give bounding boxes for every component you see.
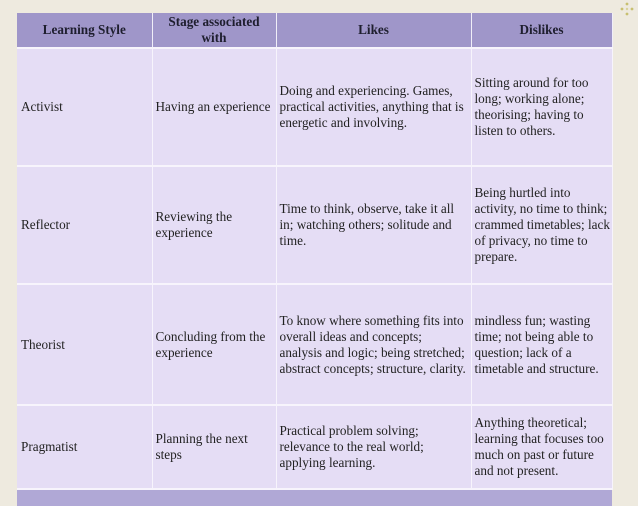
cell-dislikes: mindless fun; wasting time; not being able to question; lack of a timetable and structure.	[471, 284, 612, 405]
cell-stage: Reviewing the experience	[152, 166, 276, 284]
diamond-dots-icon	[620, 2, 634, 16]
header-dislikes: Dislikes	[471, 13, 612, 48]
cell-dislikes: Being hurtled into activity, no time to think; crammed timetables; lack of privacy, no time to prepare.	[471, 166, 612, 284]
cell-style: Activist	[17, 48, 152, 166]
cell-dislikes: Anything theoretical; learning that focuses too much on past or future and not present.	[471, 405, 612, 489]
cell-dislikes: Sitting around for too long; working alone; theorising; having to listen to others.	[471, 48, 612, 166]
table-row	[17, 48, 612, 166]
header-likes: Likes	[276, 13, 471, 48]
table-row	[17, 405, 612, 489]
cell-stage: Having an experience	[152, 48, 276, 166]
cell-style: Reflector	[17, 166, 152, 284]
learning-styles-table	[17, 13, 613, 506]
table-row	[17, 284, 612, 405]
cell-likes: Practical problem solving; relevance to the real world; applying learning.	[276, 405, 471, 489]
cell-style: Theorist	[17, 284, 152, 405]
table-footer-band	[17, 489, 612, 506]
cell-style: Pragmatist	[17, 405, 152, 489]
cell-likes: Doing and experiencing. Games, practical activities, anything that is energetic and involving.	[276, 48, 471, 166]
cell-likes: To know where something fits into overall ideas and concepts; analysis and logic; being stretched; abstract concepts; structure, clarity.	[276, 284, 471, 405]
header-learning-style: Learning Style	[17, 13, 152, 48]
table-row	[17, 166, 612, 284]
cell-stage: Concluding from the experience	[152, 284, 276, 405]
header-stage: Stage associated with	[152, 13, 276, 48]
header-row	[17, 13, 612, 48]
cell-likes: Time to think, observe, take it all in; watching others; solitude and time.	[276, 166, 471, 284]
footer-band	[17, 489, 612, 506]
cell-stage: Planning the next steps	[152, 405, 276, 489]
